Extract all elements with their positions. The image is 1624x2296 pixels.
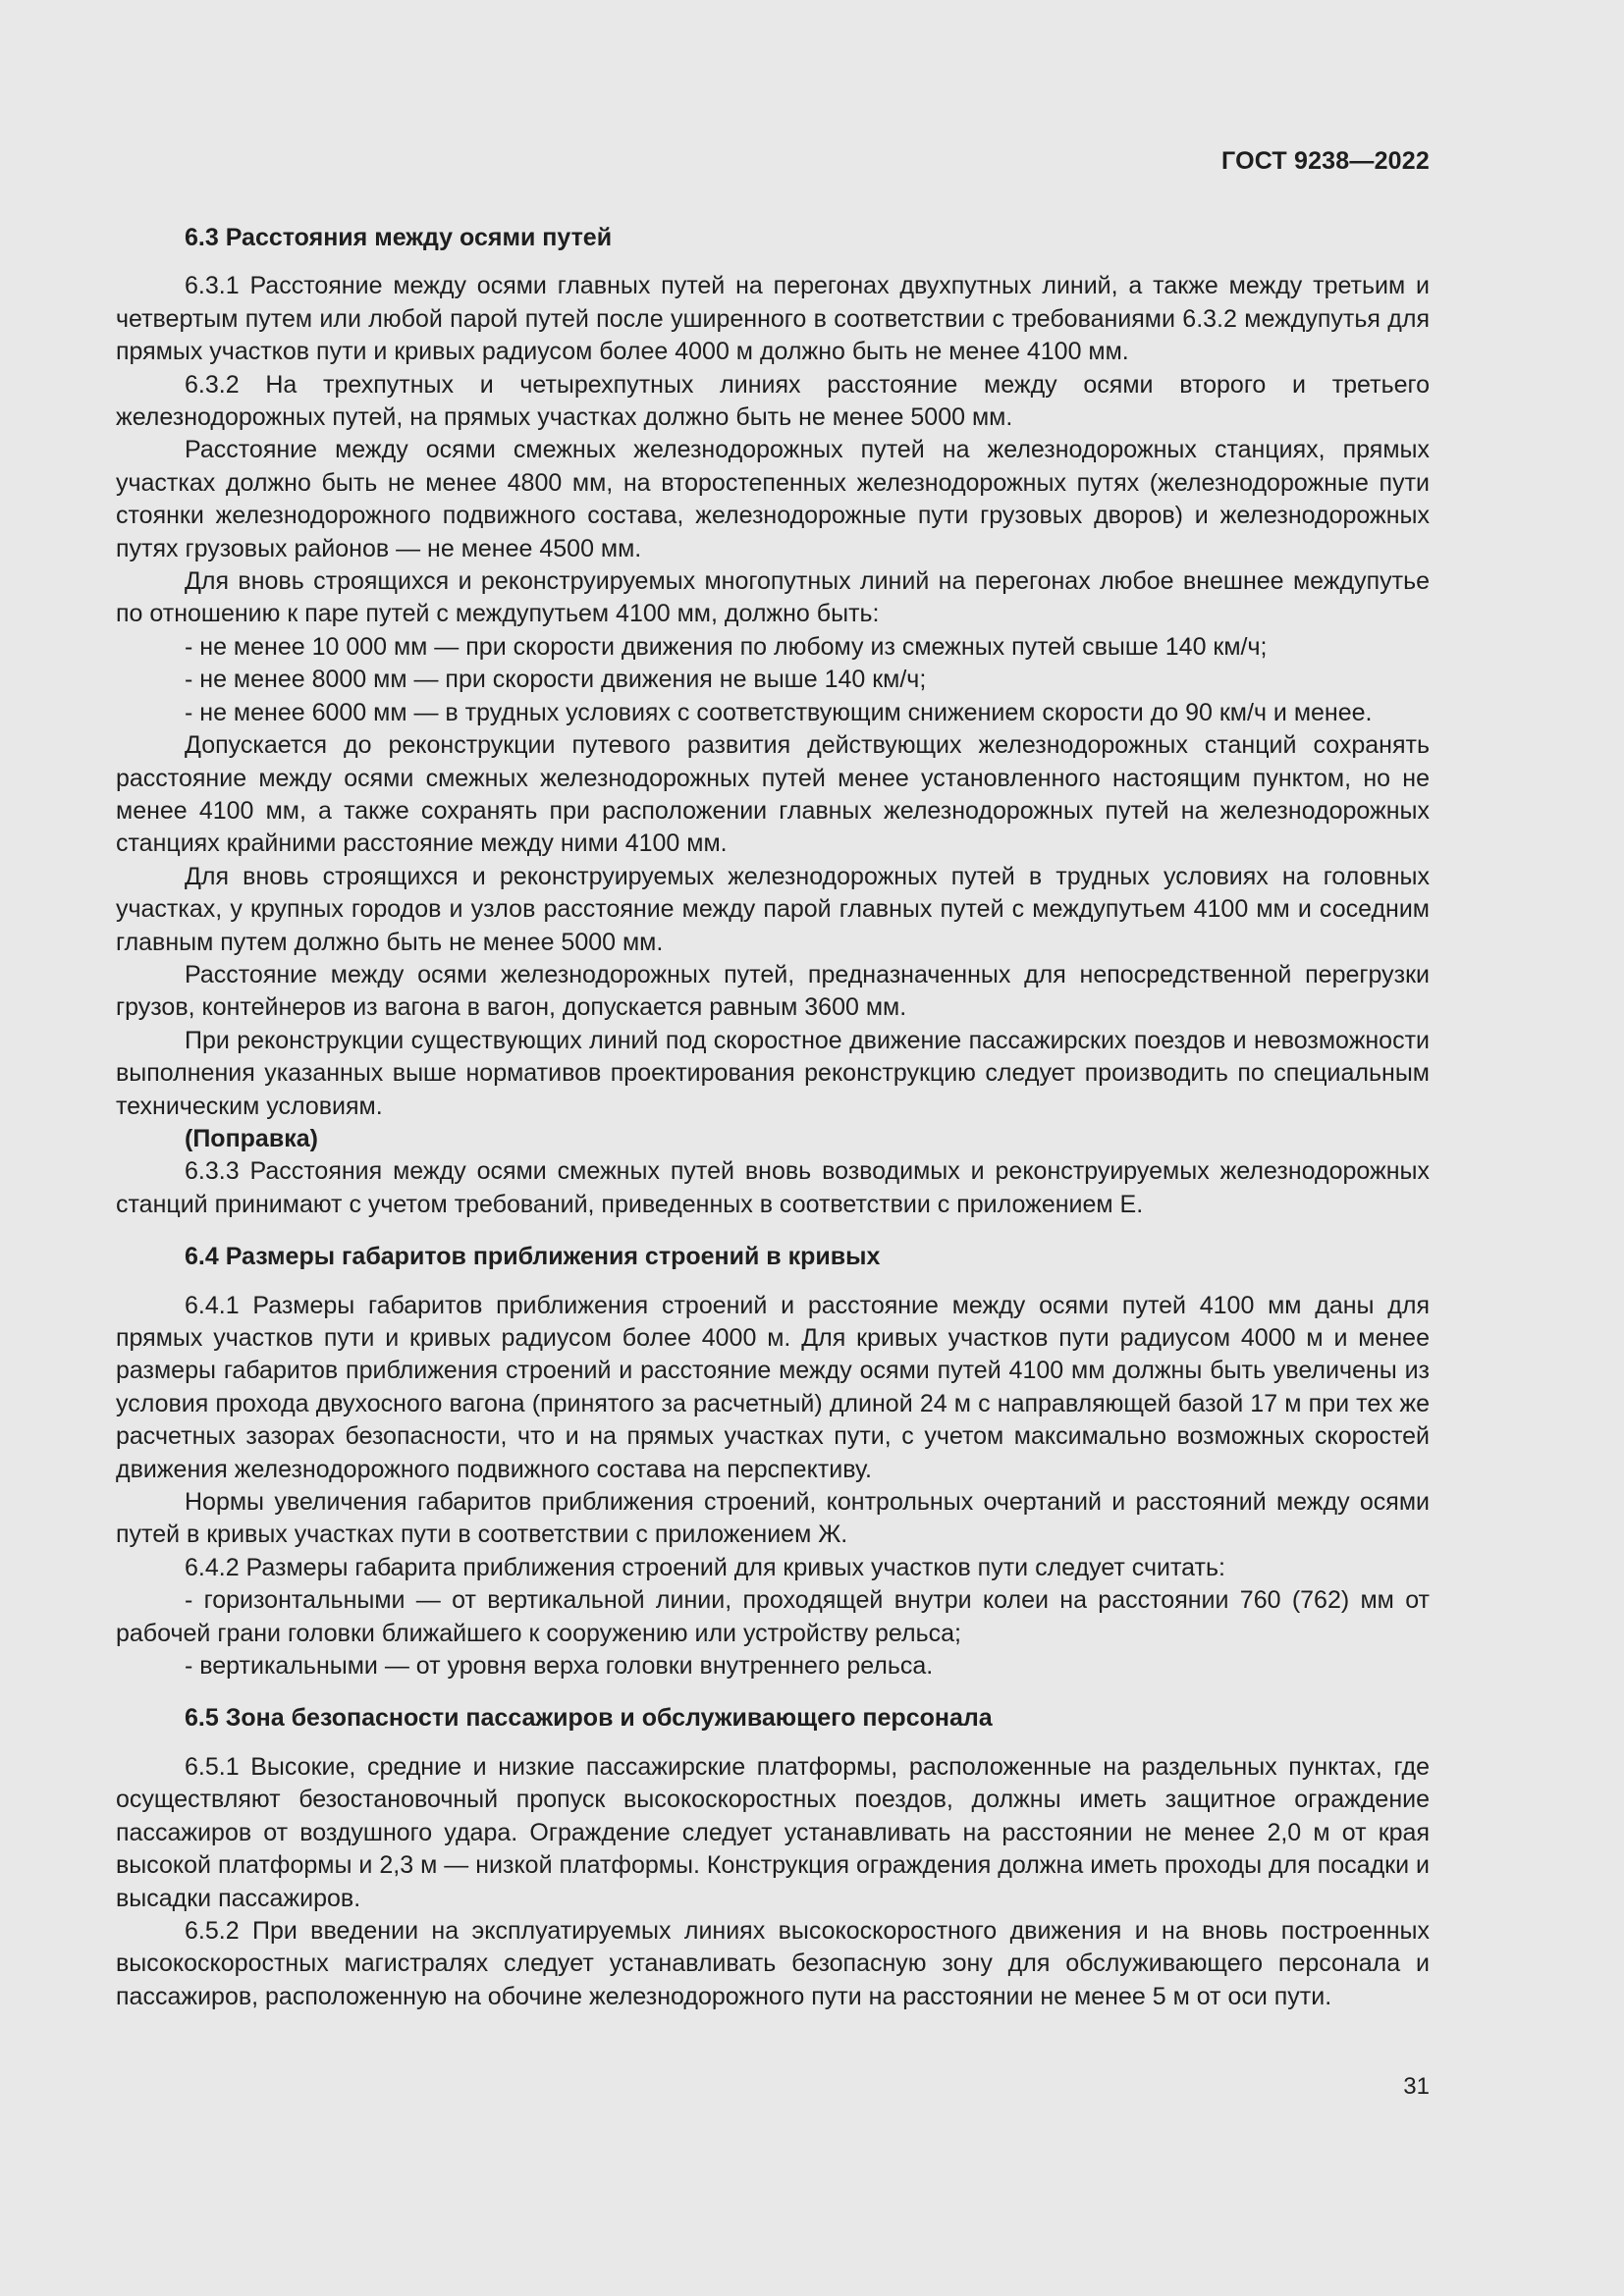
paragraph-6-3-1: 6.3.1 Расстояние между осями главных путей на перегонах двухпутных линий, а также между третьим и четвертым путем или любой парой путей после уширенного в соответствии с требованиями 6.3.2 междупутья для прямых участков пути и кривых радиусом более 4000 м должно быть не менее 4100 мм. <box>116 272 1430 366</box>
paragraph: Расстояние между осями смежных железнодорожных путей на железнодорожных станциях, прямых участках должно быть не менее 4800 мм, на второстепенных железнодорожных путях (железнодорожные пути стоянки железнодорожного подвижного состава, железнодорожные пути грузовых дворов) и железнодорожных путях грузовых районов — не менее 4500 мм. <box>116 436 1430 562</box>
paragraph-6-5-1: 6.5.1 Высокие, средние и низкие пассажирские платформы, расположенные на раздельных пунктах, где осуществляют безостановочный пропуск высокоскоростных поездов, должны иметь защитное ограждение пассажиров от воздушного удара. Ограждение следует устанавливать на расстоянии не менее 2,0 м от края высокой платформы и 2,3 м — низкой платформы. Конструкция ограждения должна иметь проходы для посадки и высадки пассажиров. <box>116 1752 1430 1912</box>
amendment-note: (Поправка) <box>185 1124 318 1152</box>
paragraph-6-3-2: 6.3.2 На трехпутных и четырехпутных линиях расстояние между осями второго и третьего железнодорожных путей, на прямых участках должно быть не менее 5000 мм. <box>116 370 1430 432</box>
page-number: 31 <box>1403 2073 1430 2100</box>
list-item: - горизонтальными — от вертикальной линии, проходящей внутри колеи на расстоянии 760 (762) мм от рабочей грани головки ближайшего к сооружению или устройству рельса; <box>116 1586 1430 1647</box>
paragraph-6-4-2: 6.4.2 Размеры габарита приближения строений для кривых участков пути следует считать: <box>185 1553 1225 1581</box>
paragraph: При реконструкции существующих линий под скоростное движение пассажирских поездов и невозможности выполнения указанных выше нормативов проектирования реконструкцию следует производить по специальным техническим условиям. <box>116 1026 1430 1120</box>
paragraph-6-5-2: 6.5.2 При введении на эксплуатируемых линиях высокоскоростного движения и на вновь построенных высокоскоростных магистралях следует устанавливать безопасную зону для обслуживающего персонала и пассажиров, расположенную на обочине железнодорожного пути на расстоянии не менее 5 м от оси пути. <box>116 1916 1430 2010</box>
document-body <box>116 222 1430 2013</box>
section-heading-6-4: 6.4 Размеры габаритов приближения строений в кривых <box>185 1243 881 1271</box>
paragraph-6-3-3: 6.3.3 Расстояния между осями смежных путей вновь возводимых и реконструируемых железнодорожных станций принимают с учетом требований, приведенных в соответствии с приложением Е. <box>116 1157 1430 1218</box>
section-heading-6-3: 6.3 Расстояния между осями путей <box>185 224 613 251</box>
paragraph: Расстояние между осями железнодорожных путей, предназначенных для непосредственной перегрузки грузов, контейнеров из вагона в вагон, допускается равным 3600 мм. <box>116 960 1430 1022</box>
list-item: - не менее 10 000 мм — при скорости движения по любому из смежных путей свыше 140 км/ч; <box>185 632 1268 661</box>
section-heading-6-5: 6.5 Зона безопасности пассажиров и обслуживающего персонала <box>185 1704 993 1733</box>
document-code: ГОСТ 9238—2022 <box>1221 147 1430 175</box>
paragraph: Для вновь строящихся и реконструируемых железнодорожных путей в трудных условиях на головных участках, у крупных городов и узлов расстояние между парой главных путей с междупутьем 4100 мм и соседним главным путем должно быть не менее 5000 мм. <box>116 862 1430 956</box>
list-item: - не менее 8000 мм — при скорости движения не выше 140 км/ч; <box>185 666 927 694</box>
paragraph: Допускается до реконструкции путевого развития действующих железнодорожных станций сохранять расстояние между осями смежных железнодорожных путей менее установленного настоящим пунктом, но не менее 4100 мм, а также сохранять при расположении главных железнодорожных путей на железнодорожных станциях крайними расстояние между ними 4100 мм. <box>116 731 1430 858</box>
list-item: - вертикальными — от уровня верха головки внутреннего рельса. <box>185 1652 934 1681</box>
paragraph: Нормы увеличения габаритов приближения строений, контрольных очертаний и расстояний между осями путей в кривых участках пути в соответствии с приложением Ж. <box>116 1488 1430 1549</box>
paragraph-6-4-1: 6.4.1 Размеры габаритов приближения строений и расстояние между осями путей 4100 мм даны для прямых участков пути и кривых радиусом более 4000 м. Для кривых участков пути радиусом 4000 м и менее размеры габаритов приближения строений и расстояние между осями путей 4100 мм должны быть увеличены из условия прохода двухосного вагона (принятого за расчетный) длиной 24 м с направляющей базой 17 м при тех же расчетных зазорах безопасности, что и на прямых участках пути, с учетом максимально возможных скоростей движения железнодорожного подвижного состава на перспективу. <box>116 1291 1430 1483</box>
list-item: - не менее 6000 мм — в трудных условиях с соответствующим снижением скорости до 90 км/ч и менее. <box>185 698 1373 726</box>
paragraph: Для вновь строящихся и реконструируемых многопутных линий на перегонах любое внешнее междупутье по отношению к паре путей с междупутьем 4100 мм, должно быть: <box>116 567 1430 628</box>
